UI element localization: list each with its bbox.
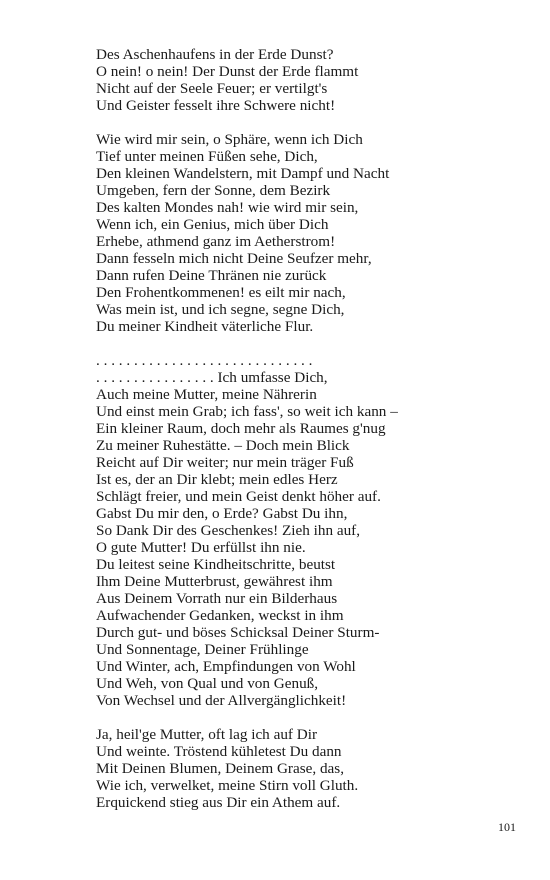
poem-line: Schlägt freier, und mein Geist denkt höher auf. — [96, 488, 381, 505]
poem-line: Wie wird mir sein, o Sphäre, wenn ich Dich — [96, 131, 363, 148]
page-number: 101 — [498, 820, 516, 834]
stanza — [96, 352, 536, 709]
poem-line: Des kalten Mondes nah! wie wird mir sein, — [96, 199, 359, 216]
poem-line: Was mein ist, und ich segne, segne Dich, — [96, 301, 345, 318]
poem-line: Des Aschenhaufens in der Erde Dunst? — [96, 46, 334, 63]
stanza — [96, 46, 536, 114]
poem-line: Ja, heil'ge Mutter, oft lag ich auf Dir — [96, 726, 318, 743]
poem-line: Und Winter, ach, Empfindungen von Wohl — [96, 658, 356, 675]
poem-line: Auch meine Mutter, meine Nährerin — [96, 386, 317, 403]
poem-line: Aufwachender Gedanken, weckst in ihm — [96, 607, 344, 624]
poem-line: Dann fesseln mich nicht Deine Seufzer mehr, — [96, 250, 372, 267]
poem-line: Wie ich, verwelket, meine Stirn voll Gluth. — [96, 777, 359, 794]
poem-line: Wenn ich, ein Genius, mich über Dich — [96, 216, 329, 233]
poem-line: Ist es, der an Dir klebt; mein edles Herz — [96, 471, 338, 488]
poem-line: Ein kleiner Raum, doch mehr als Raumes g'nug — [96, 420, 386, 437]
poem-line: . . . . . . . . . . . . . . . . . . . . . . . . . . . . . — [96, 352, 313, 369]
poem-line: Erhebe, athmend ganz im Aetherstrom! — [96, 233, 336, 250]
poem-line: Durch gut- und böses Schicksal Deiner Sturm- — [96, 624, 380, 641]
stanza — [96, 726, 536, 811]
poem-line: Tief unter meinen Füßen sehe, Dich, — [96, 148, 318, 165]
poem-line: Dann rufen Deine Thränen nie zurück — [96, 267, 327, 284]
poem-line: Und Sonnentage, Deiner Frühlinge — [96, 641, 309, 658]
poem-line: Und Weh, von Qual und von Genuß, — [96, 675, 319, 692]
stanza — [96, 131, 536, 335]
poem-line: . . . . . . . . . . . . . . . . Ich umfasse Dich, — [96, 369, 328, 386]
poem-line: Umgeben, fern der Sonne, dem Bezirk — [96, 182, 331, 199]
poem-line: Du leitest seine Kindheitschritte, beutst — [96, 556, 336, 573]
poem-line: Reicht auf Dir weiter; nur mein träger Fuß — [96, 454, 354, 471]
poem-line: O gute Mutter! Du erfüllst ihn nie. — [96, 539, 306, 556]
poem-line: Zu meiner Ruhestätte. – Doch mein Blick — [96, 437, 350, 454]
poem-line: Und weinte. Tröstend kühletest Du dann — [96, 743, 342, 760]
poem-line: Den kleinen Wandelstern, mit Dampf und Nacht — [96, 165, 390, 182]
poem-line: Ihm Deine Mutterbrust, gewährest ihm — [96, 573, 333, 590]
poem-line: Aus Deinem Vorrath nur ein Bilderhaus — [96, 590, 338, 607]
poem-line: Und einst mein Grab; ich fass', so weit ich kann – — [96, 403, 398, 420]
poem-line: Erquickend stieg aus Dir ein Athem auf. — [96, 794, 341, 811]
poem-line: So Dank Dir des Geschenkes! Zieh ihn auf, — [96, 522, 361, 539]
poem-line: Du meiner Kindheit väterliche Flur. — [96, 318, 314, 335]
poem-line: Mit Deinen Blumen, Deinem Grase, das, — [96, 760, 345, 777]
poem-line: O nein! o nein! Der Dunst der Erde flammt — [96, 63, 359, 80]
poem-text — [96, 46, 536, 828]
poem-line: Und Geister fesselt ihre Schwere nicht! — [96, 97, 336, 114]
poem-line: Von Wechsel und der Allvergänglichkeit! — [96, 692, 347, 709]
poem-line: Nicht auf der Seele Feuer; er vertilgt's — [96, 80, 328, 97]
poem-line: Gabst Du mir den, o Erde? Gabst Du ihn, — [96, 505, 348, 522]
poem-line: Den Frohentkommenen! es eilt mir nach, — [96, 284, 346, 301]
